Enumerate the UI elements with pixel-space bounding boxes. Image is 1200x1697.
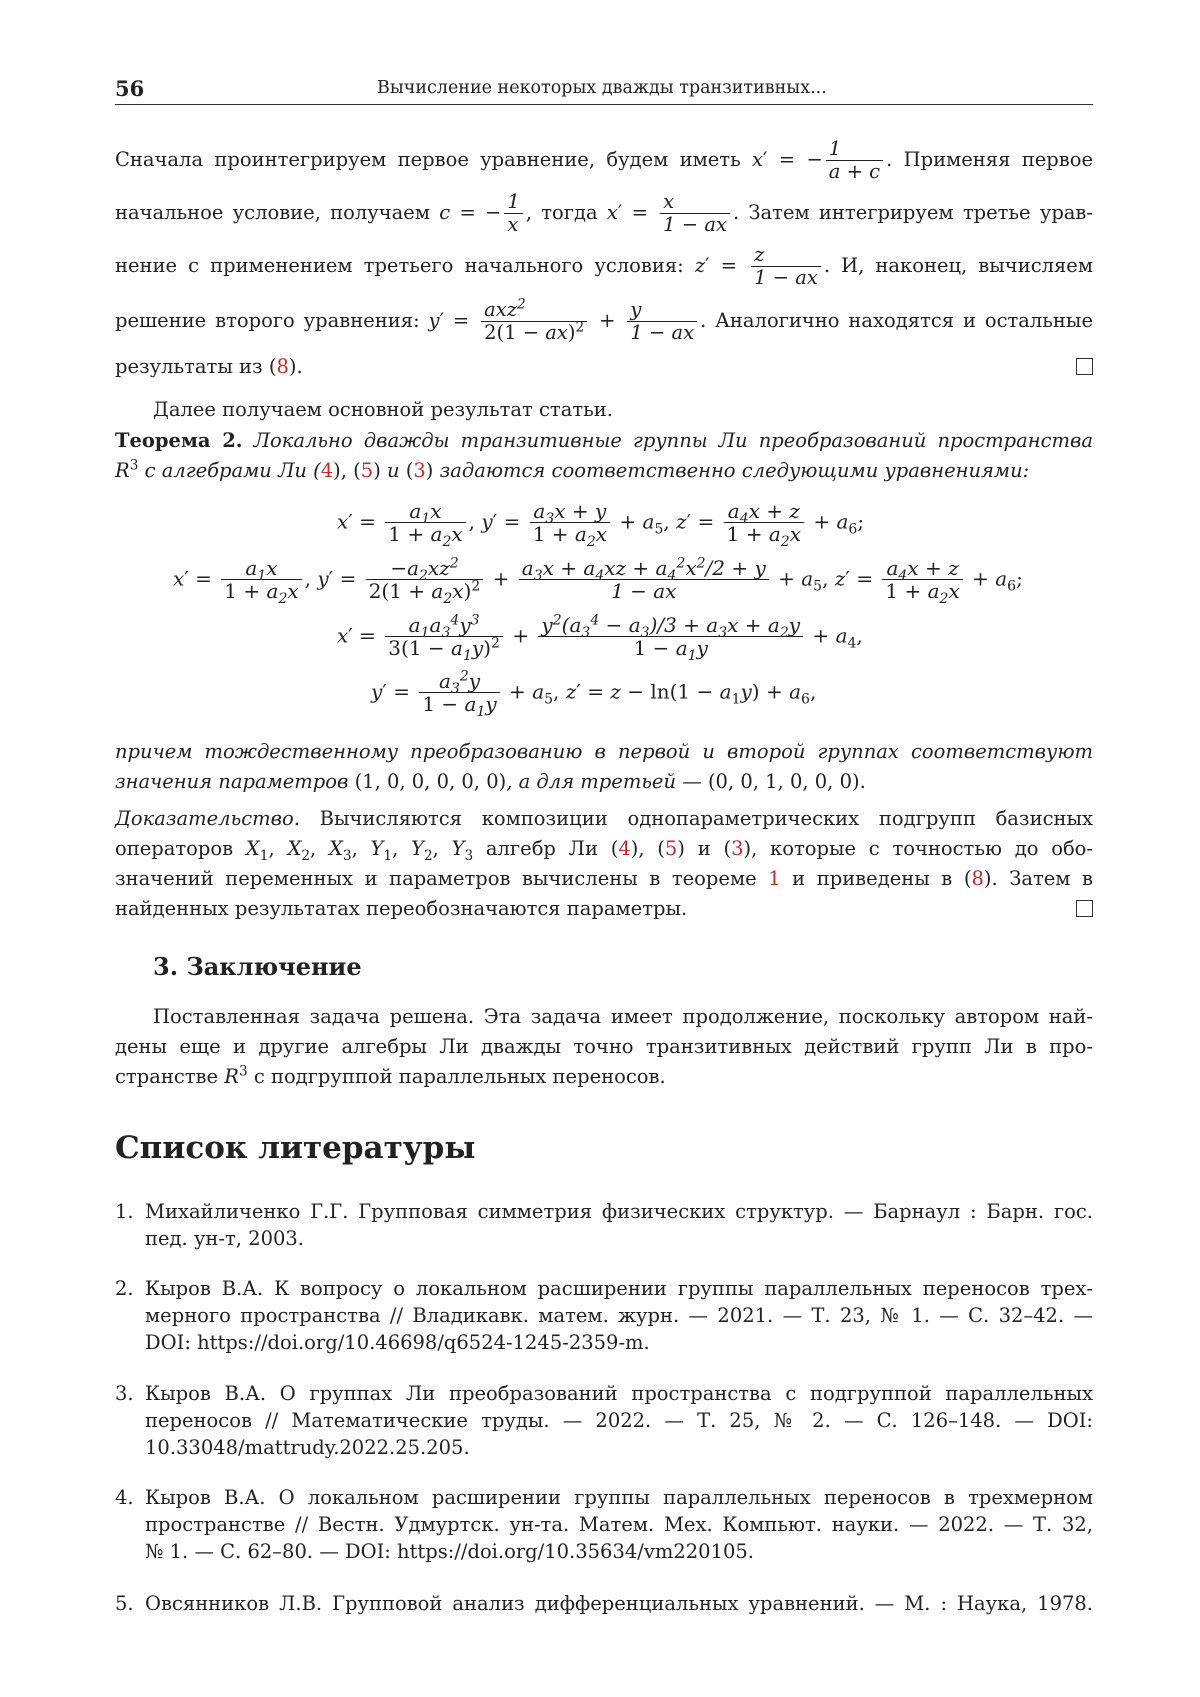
conclusion-line-2: дены еще и другие алгебры Ли дважды точно транзитивных действий групп Ли в про- <box>115 1032 1093 1062</box>
proof-line-1: Сначала проинтегрируем первое уравнение, будем иметь x′ = − 1 a + c . Применяя первое <box>115 138 1093 183</box>
conclusion-line-3: странстве R3 с подгруппой параллельных переносов. <box>115 1062 666 1092</box>
references-heading: Список литературы <box>115 1130 475 1166</box>
proof2-line-4: найденных результатах переобозначаются параметры. <box>115 894 687 924</box>
qed-symbol <box>1076 358 1093 375</box>
citation-link[interactable]: 5 <box>665 837 677 860</box>
citation-link[interactable]: 4 <box>618 837 630 860</box>
running-title: Вычисление некоторых дважды транзитивных... <box>377 78 827 98</box>
theorem-after-1: причем тождественному преобразованию в первой и второй группах соответствуют <box>115 737 1093 767</box>
theorem-label: Теорема 2. <box>115 429 243 452</box>
theorem-after-2: значения параметров (1, 0, 0, 0, 0, 0), а для третьей — (0, 0, 1, 0, 0, 0). <box>115 767 866 797</box>
citation-link[interactable]: 8 <box>971 867 983 890</box>
intro-sentence: Далее получаем основной результат статьи. <box>115 395 613 425</box>
proof-line-3: нение с применением третьего начального условия: z′ = z 1 − ax . И, наконец, вычисляем <box>115 244 1093 289</box>
citation-link[interactable]: 1 <box>768 867 780 890</box>
citation-link[interactable]: 8 <box>277 355 289 378</box>
theorem-line-2: R3 с алгебрами Ли (4), (5) и (3) задаются соответственно следующими уравнениями: <box>115 456 1029 486</box>
proof2-line-2: операторов X1, X2, X3, Y1, Y2, Y3 алгебр Ли (4), (5) и (3), которые с точностью до обо- <box>115 834 1093 864</box>
citation-link[interactable]: 3 <box>413 459 425 482</box>
running-header <box>115 72 1093 105</box>
citation-link[interactable]: 4 <box>321 459 333 482</box>
proof2-line-3: значений переменных и параметров вычислены в теореме 1 и приведены в (8). Затем в <box>115 864 1093 894</box>
theorem-line-1: Теорема 2. Локально дважды транзитивные группы Ли преобразований пространства <box>115 426 1093 456</box>
equation-group-3b: y′ = a32y 1 − a1y + a5, z′ = z − ln(1 − a1y) + a6, <box>371 670 816 716</box>
conclusion-line-1: Поставленная задача решена. Эта задача имеет продолжение, поскольку автором най- <box>115 1002 1093 1032</box>
proof-label: Доказательство. <box>115 807 300 830</box>
citation-link[interactable]: 3 <box>731 837 743 860</box>
citation-link[interactable]: 5 <box>361 459 373 482</box>
equation-group-1: x′ = a1x 1 + a2x , y′ = a3x + y 1 + a2x + a5, z′ = a4x + z 1 + a2x + a6; <box>337 500 864 546</box>
proof-line-2: начальное условие, получаем c = − 1 x , тогда x′ = x 1 − ax . Затем интегрируем третье урав- <box>115 191 1093 236</box>
equation-group-3a: x′ = a1a34y3 3(1 − a1y)2 + y2(a34 − a3)/3 + a3x + a2y 1 − a1y + a4, <box>337 614 863 660</box>
proof2-line-1: Доказательство. Вычисляются композиции однопараметрических подгрупп базисных <box>115 804 1093 834</box>
equation-group-2: x′ = a1x 1 + a2x , y′ = −a2xz2 2(1 + a2x)2 + a3x + a4xz + a42x2/2 + y 1 − ax + a5, z′ = a4x + z 1 + a2x + a6; <box>173 557 1023 603</box>
proof-line-4: решение второго уравнения: y′ = axz2 2(1 − ax)2 + y 1 − ax . Аналогично находятся и остальные <box>115 299 1093 344</box>
qed-symbol <box>1076 900 1093 917</box>
page-number: 56 <box>115 76 144 101</box>
fraction: 1 a + c <box>826 138 883 183</box>
proof-line-5: результаты из (8). <box>115 352 303 382</box>
section-heading: 3. Заключение <box>153 952 362 981</box>
